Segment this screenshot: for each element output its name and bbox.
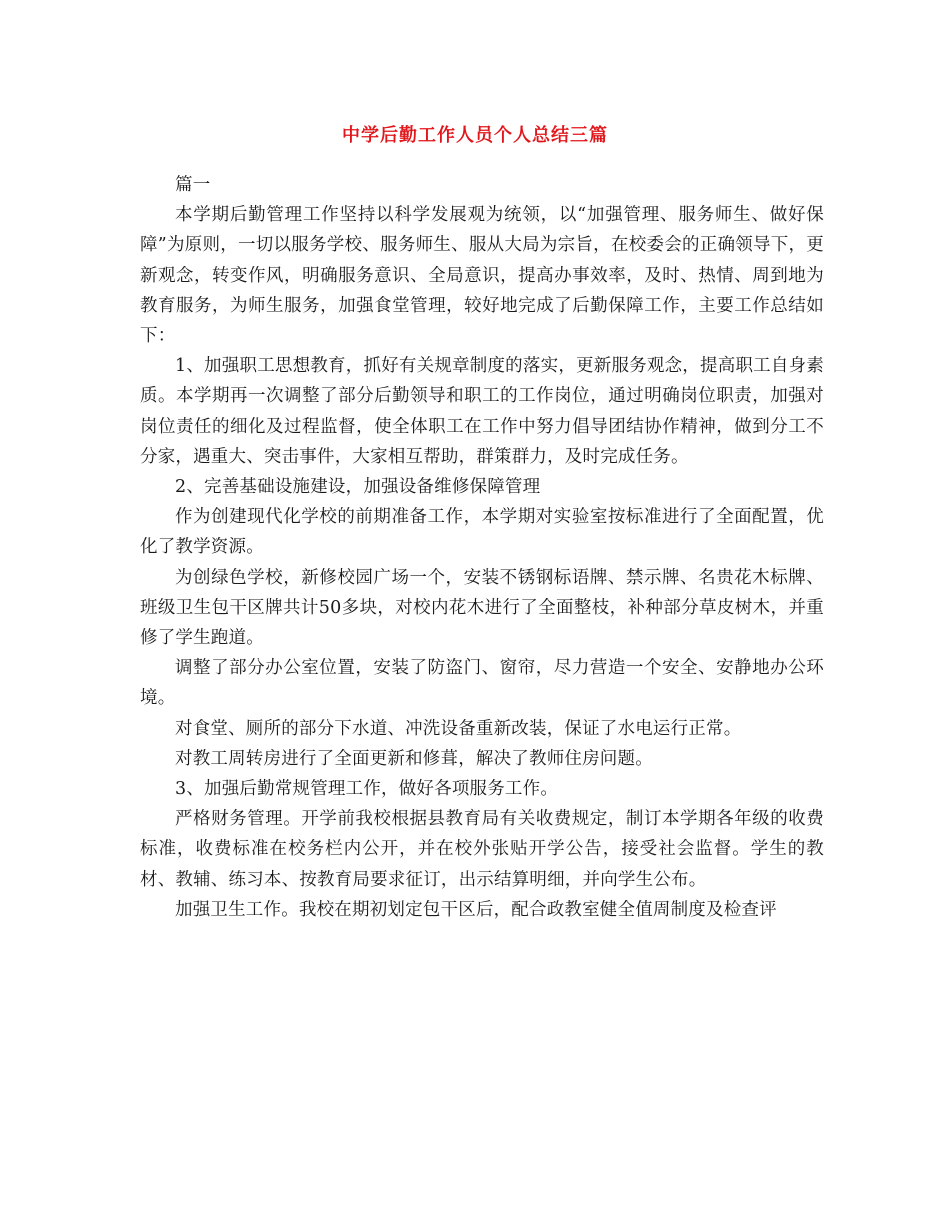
- paragraph: 3、加强后勤常规管理工作，做好各项服务工作。: [175, 779, 559, 800]
- paragraph: 2、完善基础设施建设，加强设备维修保障管理: [175, 477, 541, 498]
- paragraph: 篇一: [175, 175, 211, 195]
- paragraph: 1、加强职工思想教育，抓好有关规章制度的落实，更新服务观念，提高职工自身素质。本学期再一次调整了部分后勤领导和职工的工作岗位，通过明确岗位职责，加强对岗位责任的细化及过程监督，使全体职工在工作中努力倡导团结协作精神，做到分工不分家，遇重大、突击事件，大家相互帮助，群策群力，及时完成任务。: [140, 356, 824, 467]
- document-title: 中学后勤工作人员个人总结三篇: [342, 125, 608, 146]
- paragraph: 对教工周转房进行了全面更新和修葺，解决了教师住房问题。: [175, 748, 653, 769]
- paragraph: 调整了部分办公室位置，安装了防盗门、窗帘，尽力营造一个安全、安静地办公环境。: [140, 658, 824, 709]
- paragraph: 对食堂、厕所的部分下水道、冲洗设备重新改装，保证了水电运行正常。: [175, 718, 742, 739]
- paragraph: 加强卫生工作。我校在期初划定包干区后，配合政教室健全值周制度及检查评: [175, 899, 777, 920]
- document-body: [140, 170, 824, 925]
- paragraph: 为创绿色学校，新修校园广场一个，安装不锈钢标语牌、禁示牌、名贵花木标牌、班级卫生包干区牌共计50多块，对校内花木进行了全面整枝，补种部分草皮树木，并重修了学生跑道。: [140, 567, 824, 649]
- paragraph: 作为创建现代化学校的前期准备工作，本学期对实验室按标准进行了全面配置，优化了教学资源。: [140, 507, 824, 558]
- paragraph: 本学期后勤管理工作坚持以科学发展观为统领，以“加强管理、服务师生、做好保障”为原则，一切以服务学校、服务师生、服从大局为宗旨，在校委会的正确领导下，更新观念，转变作风，明确服务意识、全局意识，提高办事效率，及时、热情、周到地为教育服务，为师生服务，加强食堂管理，较好地完成了后勤保障工作，主要工作总结如下：: [140, 205, 824, 347]
- paragraph: 严格财务管理。开学前我校根据县教育局有关收费规定，制订本学期各年级的收费标准，收费标准在校务栏内公开，并在校外张贴开学公告，接受社会监督。学生的教材、教辅、练习本、按教育局要求征订，出示结算明细，并向学生公布。: [140, 809, 824, 890]
